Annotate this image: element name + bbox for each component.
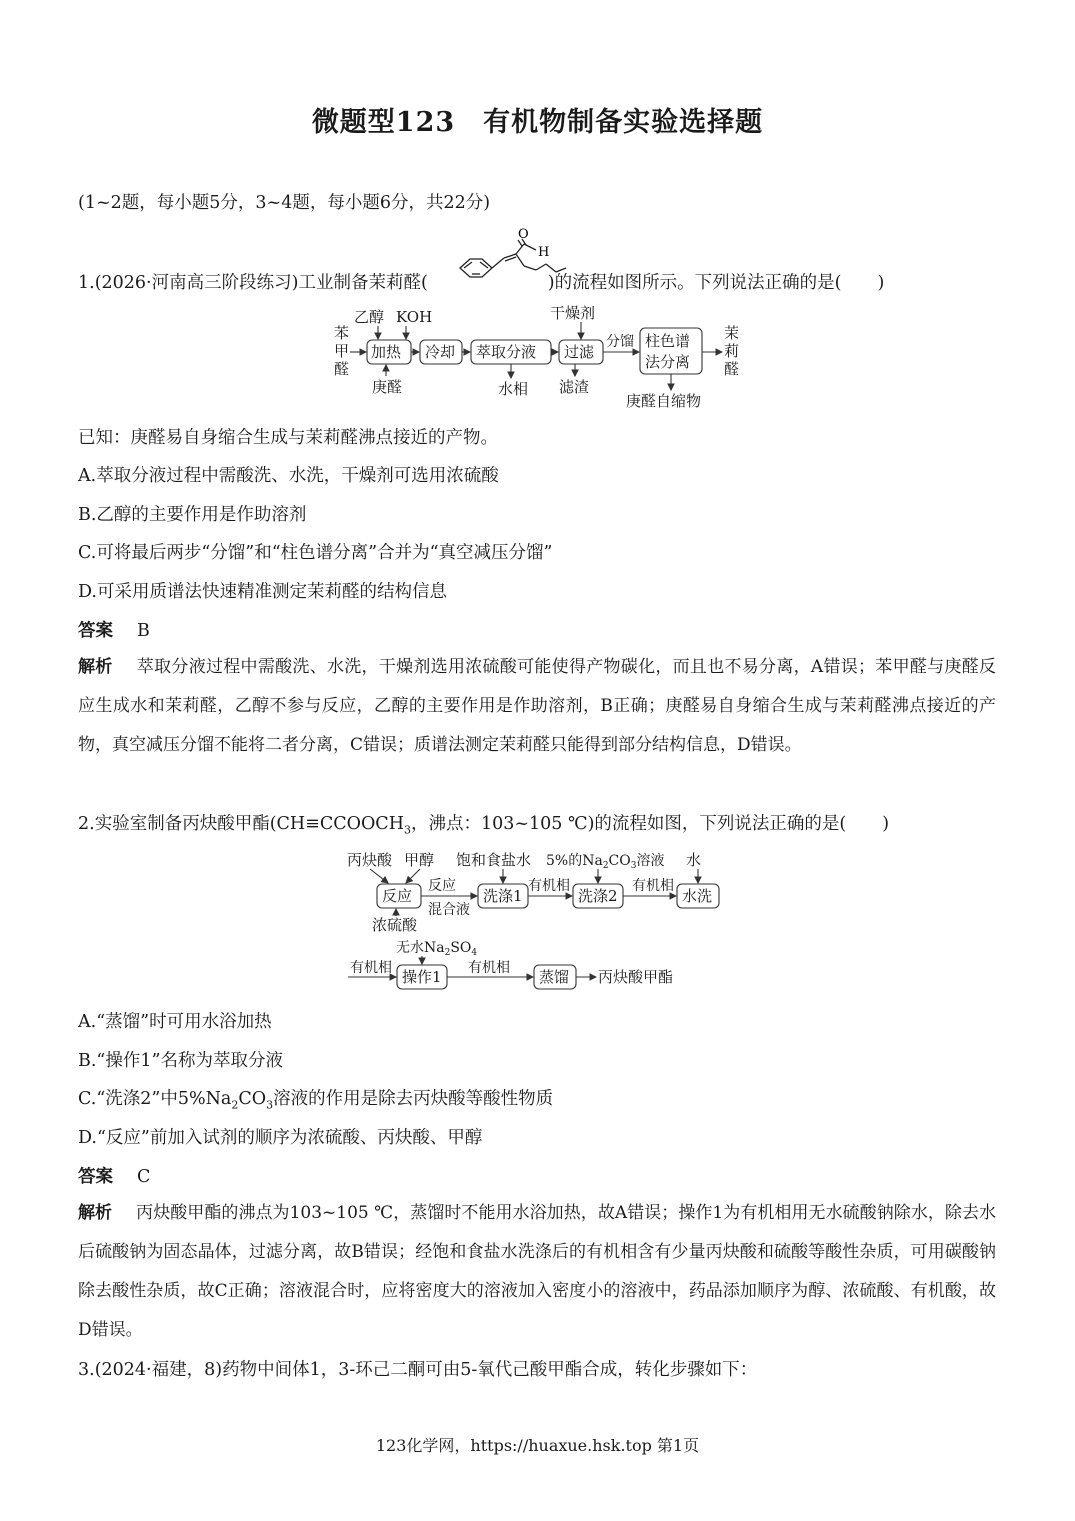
scoring-note: (1~2题，每小题5分，3~4题，每小题6分，共22分): [78, 193, 491, 213]
q2-stem-sub: 3: [403, 823, 411, 837]
q2-option-c-part-c: 溶液的作用是除去丙炔酸等酸性物质: [273, 1089, 554, 1109]
flow2-box-waterwash-label: 水洗: [682, 887, 713, 905]
q3-stem: 3.(2024·福建，8)药物中间体1，3-环己二酮可由5-氧代己酸甲酯合成，转化步骤如下：: [78, 1360, 758, 1380]
q2-option-c-part-b: CO: [238, 1089, 267, 1109]
flow2-box-reaction-label: 反应: [382, 887, 413, 905]
flow2-mix-line1: 反应: [428, 878, 456, 894]
flow-in-drier: 干燥剂: [550, 304, 596, 322]
flow-start-char-3: 醛: [334, 360, 350, 378]
q2-answer: [78, 1166, 150, 1188]
flow-box-heat-label: 加热: [371, 343, 402, 361]
flow2-reagent-water: 水: [686, 851, 702, 869]
q1-option-c: C.可将最后两步“分馏”和“柱色谱分离”合并为“真空减压分馏”: [78, 543, 553, 563]
flow-reagent-ethanol: 乙醇: [354, 308, 385, 326]
flow-box-column-line1: 柱色谱: [645, 332, 691, 350]
flow2-organic-1: 有机相: [528, 878, 570, 894]
flow2-box-wash2-label: 洗涤2: [578, 887, 618, 905]
q1-analysis-label: 解析: [78, 657, 113, 677]
q1-stem-part-b: )的流程如图所示。下列说法正确的是(: [547, 273, 842, 293]
flow-box-filter-label: 过滤: [564, 343, 595, 361]
q2-option-c: [78, 1088, 553, 1110]
q2-stem-part-a: 2.实验室制备丙炔酸甲酯(CH≡CCOOCH: [78, 814, 404, 834]
q2-answer-value: C: [137, 1167, 151, 1187]
jasminaldehyde-structure-drawing: [450, 226, 580, 290]
q2-option-c-sub2: 3: [266, 1098, 274, 1112]
flow2-reagent-carbonate: 5%的$Na_2CO_3$溶液: [546, 853, 665, 871]
q2-analysis-label: 解析: [78, 1203, 113, 1223]
q2-answer-label: 答案: [78, 1167, 113, 1187]
page-title: 微题型123 有机物制备实验选择题: [311, 107, 764, 138]
q1-analysis: [78, 648, 996, 765]
flow-start-char-2: 甲: [334, 342, 350, 360]
q1-analysis-text: 萃取分液过程中需酸洗、水洗，干燥剂选用浓硫酸可能使得产物碳化，而且也不易分离，A错误；苯甲醛与庚醛反应生成水和茉莉醛，乙醇不参与反应，乙醇的主要作用是作助溶剂，B正确；庚醛易自身缩合生成与茉莉醛沸点接近的产物，真空减压分馏不能将二者分离，C错误；质谱法测定茉莉醛只能得到部分结构信息，D错误。: [78, 657, 997, 755]
flow-box-cool-label: 冷却: [425, 343, 456, 361]
flow2-reagent-brine: 饱和食盐水: [456, 851, 532, 869]
flow-box-extract-label: 萃取分液: [476, 343, 537, 361]
page-footer: 123化学网，https://huaxue.hsk.top 第1页: [375, 1436, 700, 1455]
q2-option-a: A.“蒸馏”时可用水浴加热: [78, 1012, 272, 1032]
flow2-drier: 无水$Na_2SO_4$: [396, 940, 478, 958]
q2-analysis-text: 丙炔酸甲酯的沸点为103~105 ℃，蒸馏时不能用水浴加热，故A错误；操作1为有机相用无水硫酸钠除水，除去水后硫酸钠为固态晶体，过滤分离，故B错误；经饱和食盐水洗涤后的有机相含有少量丙炔酸和硫酸等酸性杂质，可用碳酸钠除去酸性杂质，故C正确；溶液混合时，应将密度大的溶液加入密度小的溶液中，药品添加顺序为醇、浓硫酸、有机酸，故D错误。: [78, 1203, 997, 1340]
flow-out-aqueous: 水相: [498, 380, 529, 398]
flow-end-char-1: 茉: [724, 324, 740, 342]
flow-end-char-3: 醛: [724, 360, 740, 378]
q2-stem-part-c: ): [882, 814, 890, 834]
flow-arrow-distill: 分馏: [606, 334, 634, 350]
q1-answer: [78, 620, 150, 642]
flow2-mix-line2: 混合液: [428, 902, 470, 918]
struct-o-label: O: [518, 227, 529, 242]
q1-option-b: B.乙醇的主要作用是作助溶剂: [78, 505, 307, 525]
q2-option-b: B.“操作1”名称为萃取分液: [78, 1051, 283, 1071]
flow-start-char-1: 苯: [334, 324, 350, 342]
q2-flowchart: [340, 846, 740, 994]
flow-out-selfcondensate: 庚醛自缩物: [626, 392, 702, 410]
flow2-organic-4: 有机相: [468, 960, 510, 976]
flow2-reagent-methanol: 甲醇: [404, 851, 435, 869]
flow2-box-op1-label: 操作1: [402, 968, 442, 986]
flow2-product: 丙炔酸甲酯: [598, 968, 674, 986]
q2-analysis: [78, 1194, 996, 1350]
q2-option-d: D.“反应”前加入试剂的顺序为浓硫酸、丙炔酸、甲醇: [78, 1128, 483, 1148]
q1-answer-value: B: [137, 621, 150, 641]
flow2-reagent-propiolic: 丙炔酸: [347, 851, 393, 869]
q1-answer-label: 答案: [78, 621, 113, 641]
flow2-box-wash1-label: 洗涤1: [483, 887, 523, 905]
flow-out-residue: 滤渣: [559, 378, 590, 396]
q2-stem: [78, 813, 889, 835]
q1-stem-part-c: ): [877, 273, 885, 293]
flow-reagent-koh: KOH: [396, 308, 433, 326]
q1-stem-part-a: 1.(2026·河南高三阶段练习)工业制备茉莉醛(: [78, 273, 428, 293]
q1-option-d: D.可采用质谱法快速精准测定茉莉醛的结构信息: [78, 582, 447, 602]
q2-option-c-part-a: C.“洗涤2”中5%Na: [78, 1089, 232, 1109]
q1-option-a: A.萃取分液过程中需酸洗、水洗，干燥剂可选用浓硫酸: [78, 466, 499, 486]
flow-reagent-heptanal: 庚醛: [372, 378, 403, 396]
q1-flowchart: [330, 300, 750, 415]
flow2-box-distill-label: 蒸馏: [539, 968, 570, 986]
q2-option-c-sub1: 2: [231, 1098, 239, 1112]
q1-known-info: 已知：庚醛易自身缩合生成与茉莉醛沸点接近的产物。: [78, 428, 498, 448]
struct-h-label: H: [538, 245, 550, 260]
flow-end-char-2: 莉: [724, 342, 740, 360]
flow-box-column-line2: 法分离: [645, 353, 691, 371]
q2-stem-part-b: ，沸点：103~105 ℃)的流程如图，下列说法正确的是(: [410, 814, 847, 834]
flow2-organic-3: 有机相: [350, 960, 392, 976]
flow2-catalyst: 浓硫酸: [372, 916, 418, 934]
flow2-organic-2: 有机相: [632, 878, 674, 894]
